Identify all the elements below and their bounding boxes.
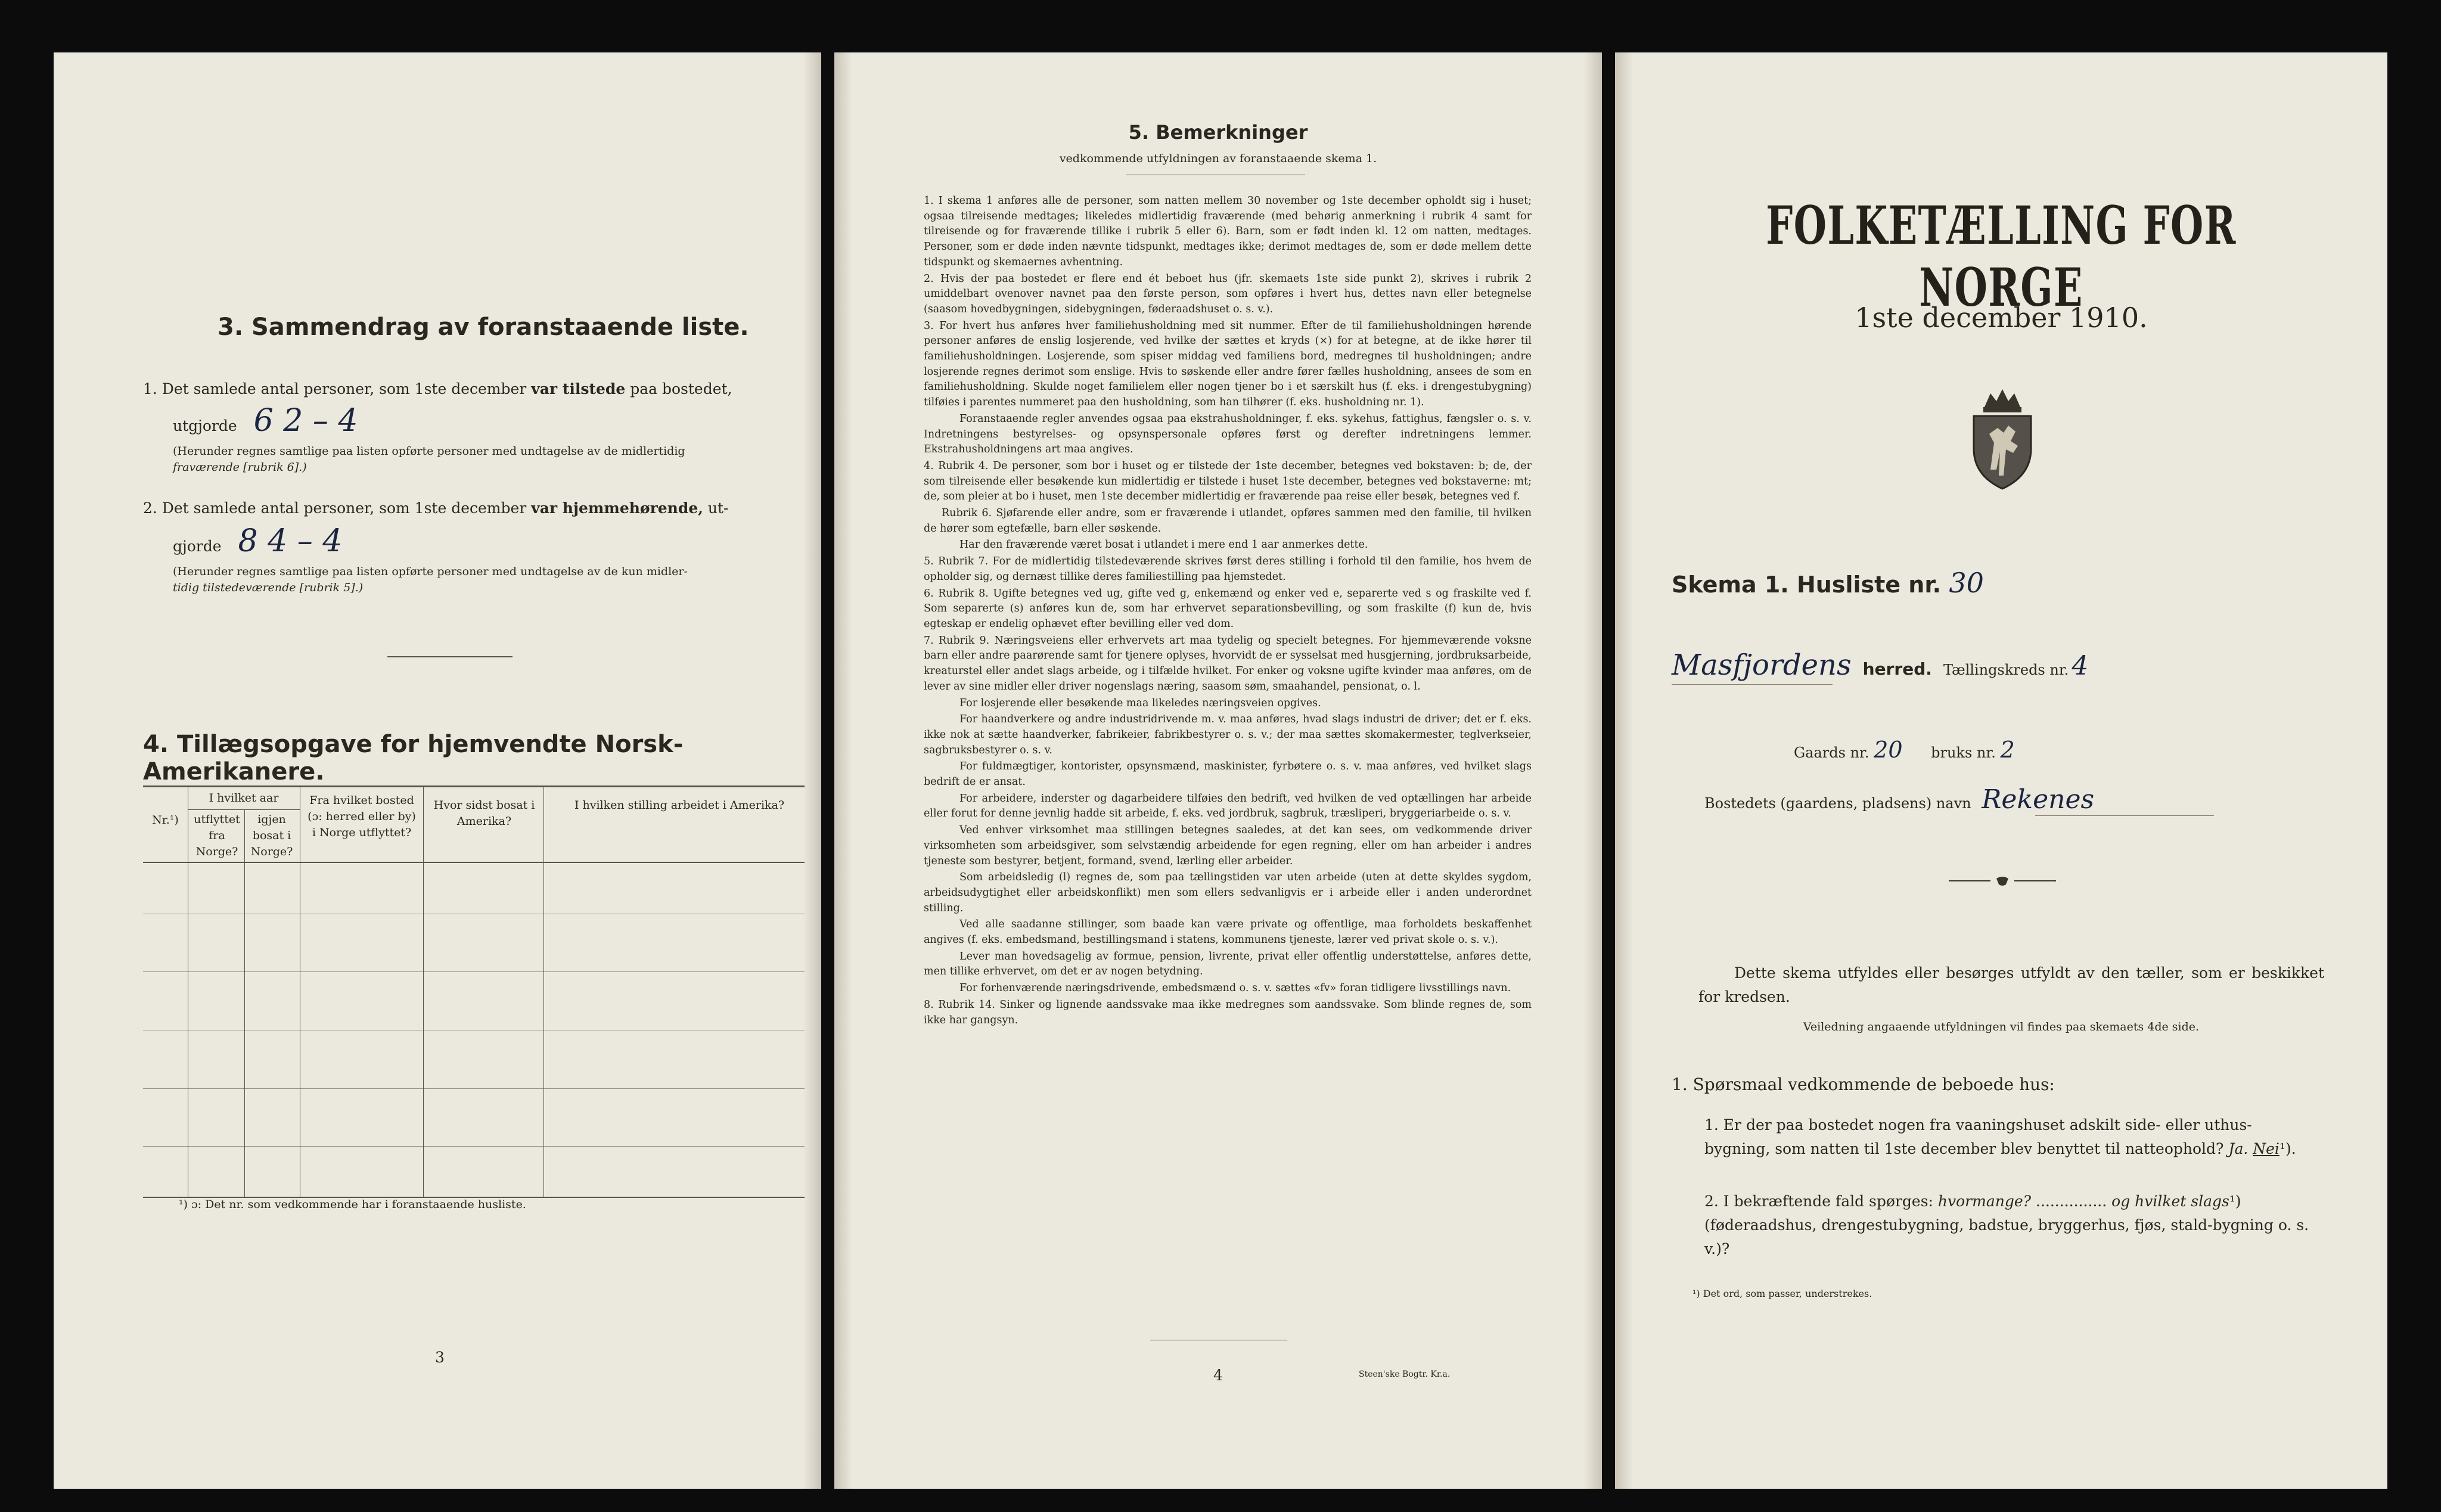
- census-date: 1ste december 1910.: [1855, 302, 2148, 334]
- herred-line: Masfjordens herred. Tællingskreds nr. 4: [1672, 648, 2089, 682]
- page-1-cover: [1615, 52, 2387, 1489]
- page-3: [54, 52, 821, 1489]
- col-emigrated: utflyttet fra Norge?: [194, 813, 240, 858]
- page-fold-shadow: [834, 52, 852, 1489]
- fill-line: [1672, 684, 1833, 685]
- remark-3: 3. For hvert hus anføres hver familiehusholdning med sit nummer. Efter de til familiehusholdningen hørende personer anføres de enslig losjerende, ved hvilke der sættes et kryds (×) for at betegne, at de ikke hører til familiehusholdningen. Losjerende, som spiser middag ved familiens bord, medregnes til husholdningen; andre losjerende regnes derimot som enslige. Hvis to søskende eller andre fører fælles husholdning, ansees de som en familiehusholdning. Skulde noget familielem eller nogen tjener bo i et særskilt hus (f. eks. i drengestubygning) tilføies i parentes nummeret paa den husholdning, som han tilhører (f. eks. husholdning nr. 1).: [924, 319, 1532, 409]
- fill-line: [2035, 815, 2214, 816]
- summary-item-1: 1. Det samlede antal personer, som 1ste december var tilstede paa bostedet,: [143, 380, 732, 398]
- col-returned: igjen bosat i Norge?: [250, 813, 293, 858]
- remarks-title: 5. Bemerkninger: [1128, 121, 1308, 144]
- remark-2: 2. Hvis der paa bostedet er flere end ét beboet hus (jfr. skemaets 1ste side punkt 2), skrives i rubrik 2 umiddelbart ovenover navnet paa den første person, som opføres i hvert hus, dettes navn eller betegnelse (saasom hovedbygningen, sidebygningen, føderaadshuset o. s. v.).: [924, 272, 1532, 315]
- remark-7-lodgers: For losjerende eller besøkende maa likeledes næringsveien opgives.: [959, 697, 1321, 709]
- question-2: 2. I bekræftende fald spørges: hvormange? ............... og hvilket slags¹) (føderaadshus, drengestubygning, badstue, bryggerhus, fjøs, stald-bygning o. s. v.)?: [1704, 1193, 2309, 1258]
- divider: [387, 656, 513, 657]
- col-nr: Nr.¹): [152, 814, 179, 827]
- page-fold-shadow: [1615, 52, 1633, 1489]
- coat-of-arms-icon: [1967, 386, 2038, 490]
- remark-7: 7. Rubrik 9. Næringsveiens eller erhvervets art maa tydelig og specielt betegnes. For hjemmeværende voksne barn eller andre paarørende samt for tjenere oplyses, hvorvidt de er sysselsat med husgjerning, jordbruksarbeide, kreaturstel eller andet slags arbeide, og i tilfælde hvilket. For enker og voksne ugifte kvinder maa anføres, om de lever av sine midler eller driver nogenslags næring, saasom søm, smaahandel, pensionat, o. l.: [924, 634, 1532, 693]
- remark-7-craftsmen: For haandverkere og andre industridrivende m. v. maa anføres, hvad slags industri de driver; det er f. eks. ikke nok at sætte haandverker, fabrikeier, fabrikbestyrer o. s. v.; der maa sættes skomakermester, teglverkseier, sagbruksbestyrer o. s. v.: [924, 713, 1532, 756]
- summary-item-2-value: gjorde 8 4 – 4: [173, 523, 343, 559]
- printer-imprint: Steen'ske Bogtr. Kr.a.: [1359, 1370, 1451, 1379]
- remarks-subtitle: vedkommende utfyldningen av foranstaaende skema 1.: [1059, 152, 1377, 165]
- resident-count-handwritten: 8 4 – 4: [238, 523, 343, 559]
- bosted-line: Bostedets (gaardens, pladsens) navn Rekenes: [1704, 784, 2095, 815]
- remark-5: 5. Rubrik 7. For de midlertidig tilstedeværende skrives først deres stilling i forhold til den familie, hos hvem de opholder sig, og dernæst tillike deres familiestilling paa hjemstedet.: [924, 555, 1532, 583]
- remark-8: 8. Rubrik 14. Sinker og lignende aandssvake maa ikke medregnes som aandssvake. Som blinde regnes de, som ikke har gangsyn.: [924, 998, 1532, 1026]
- col-where: Hvor sidst bosat i Amerika?: [433, 799, 535, 828]
- remark-1: 1. I skema 1 anføres alle de personer, som natten mellem 30 november og 1ste december opholdt sig i huset; ogsaa tilreisende medtages; likeledes midlertidig fraværende (med behørig anmerkning i rubrik 4 samt for tilreisende og for fraværende tillike i rubrik 5 eller 6). Barn, som er født inden kl. 12 om natten, medtages. Personer, som er døde inden nævnte tidspunkt, medtages ikke; derimot medtages de, som er døde mellem dette tidspunkt og skemaernes avhentning.: [924, 195, 1532, 268]
- section-3-title: 3. Sammendrag av foranstaaende liste.: [218, 313, 749, 341]
- main-title: FOLKETÆLLING FOR NORGE: [1766, 194, 2237, 318]
- gaards-line: Gaards nr. 20 bruks nr. 2: [1794, 737, 2015, 763]
- norwegian-american-table: [143, 786, 805, 1197]
- remark-7-former: For forhenværende næringsdrivende, embedsmænd o. s. v. sættes «fv» foran tidligere livsstillings navn.: [959, 982, 1511, 995]
- summary-item-2-note: (Herunder regnes samtlige paa listen opførte personer med undtagelse av de kun midler- tidig tilstedeværende [rubrik 5].): [173, 565, 688, 594]
- bruks-number-handwritten: 2: [2000, 737, 2015, 763]
- col-occupation: I hvilken stilling arbeidet i Amerika?: [574, 799, 785, 812]
- gaards-number-handwritten: 20: [1874, 737, 1903, 763]
- question-1: 1. Er der paa bostedet nogen fra vaaningshuset adskilt side- eller uthus-bygning, som natten til 1ste december blev benyttet til natteophold? Ja. Nei¹).: [1704, 1116, 2296, 1157]
- guidance-note: Veiledning angaaende utfyldningen vil findes paa skemaets 4de side.: [1803, 1020, 2200, 1033]
- page-fold-shadow: [1584, 52, 1602, 1489]
- page-number: 4: [1213, 1367, 1223, 1384]
- remark-7-means: Lever man hovedsagelig av formue, pension, livrente, privat eller offentlig understøttelse, anføres dette, men tillike erhvervet, om det er av nogen betydning.: [924, 950, 1532, 978]
- answer-nei: Nei: [2253, 1140, 2279, 1157]
- remarks-list: [924, 194, 1532, 1029]
- page-1-footnote: ¹) Det ord, som passer, understrekes.: [1692, 1288, 1872, 1299]
- page-number: 3: [435, 1349, 445, 1366]
- col-year: I hvilket aar: [209, 791, 279, 805]
- herred-handwritten: Masfjordens: [1672, 648, 1852, 682]
- ornament-divider-icon: [1949, 876, 2056, 888]
- question-heading: 1. Spørsmaal vedkommende de beboede hus:: [1672, 1075, 2055, 1094]
- remark-7-workers: For arbeidere, inderster og dagarbeidere tilføies den bedrift, ved hvilken de ved optællingen har arbeide eller forut for denne jevnlig hadde sit arbeide, f. eks. ved jordbruk, sagbruk, træsliperi, bryggeriarbeide o. s. v.: [924, 792, 1532, 820]
- remark-4-rubrik6: Rubrik 6. Sjøfarende eller andre, som er fraværende i utlandet, opføres sammen med den familie, til hvilken de hører som egtefælle, barn eller søskende.: [924, 507, 1532, 535]
- summary-item-1-value: utgjorde 6 2 – 4: [173, 403, 358, 439]
- bosted-name-handwritten: Rekenes: [1982, 784, 2095, 815]
- remark-4-abroad: Har den fraværende været bosat i utlandet i mere end 1 aar anmerkes dette.: [959, 539, 1368, 551]
- present-count-handwritten: 6 2 – 4: [253, 403, 358, 439]
- skema-line: Skema 1. Husliste nr. 30: [1672, 567, 1984, 599]
- husliste-number-handwritten: 30: [1949, 567, 1984, 599]
- remark-7-position: Ved enhver virksomhet maa stillingen betegnes saaledes, at det kan sees, om vedkommende driver virksomheten som arbeidsgiver, som selvstændig arbeidende for egen regning, eller om han arbeider i andres tjeneste som bestyrer, betjent, formand, svend, lærling eller arbeider.: [924, 824, 1532, 867]
- remark-3-cont: Foranstaaende regler anvendes ogsaa paa ekstrahusholdninger, f. eks. sykehus, fattighus, fængsler o. s. v. Indretningens bestyrelses- og opsynspersonale opføres først og derefter indretningens lemmer. Ekstrahusholdningens art maa angives.: [924, 412, 1532, 456]
- table-footnote: ¹) ɔ: Det nr. som vedkommende har i foranstaaende husliste.: [179, 1198, 526, 1211]
- remark-7-clerks: For fuldmægtiger, kontorister, opsynsmænd, maskinister, fyrbøtere o. s. v. maa anføres, ved hvilket slags bedrift de er ansat.: [924, 760, 1532, 788]
- remark-7-public: Ved alle saadanne stillinger, som baade kan være private og offentlige, maa forholdets beskaffenhet angives (f. eks. embedsmand, bestillingsmand i statens, kommunens tjeneste, lærer ved privat skole o. s. v.).: [924, 918, 1532, 946]
- remark-4: 4. Rubrik 4. De personer, som bor i huset og er tilstede der 1ste december, betegnes ved bokstaven: b; de, der som tilreisende eller besøkende kun midlertidig er tilstede i huset 1ste december, betegnes ved bokstaverne: mt; de, som pleier at bo i huset, men 1ste december midlertidig er fraværende paa reise eller besøk, betegnes ved f.: [924, 460, 1532, 503]
- kreds-number-handwritten: 4: [2072, 651, 2089, 681]
- remark-7-unemployed: Som arbeidsledig (l) regnes de, som paa tællingstiden var uten arbeide (uten at dette skyldes sygdom, arbeidsudygtighet eller arbeidskonflikt) men som ellers sedvanligvis er i arbeide eller i anden underordnet stilling.: [924, 871, 1532, 914]
- remark-6: 6. Rubrik 8. Ugifte betegnes ved ug, gifte ved g, enkemænd og enker ved e, separerte ved s og fraskilte ved f. Som separerte (s) anføres kun de, som har erhvervet separationsbevilling, og som fraskilte (f) kun de, hvis egteskap er endelig ophævet efter bevilling eller ved dom.: [924, 587, 1532, 630]
- summary-item-2: 2. Det samlede antal personer, som 1ste december var hjemmehørende, ut-: [143, 499, 729, 517]
- page-4: [834, 52, 1602, 1489]
- section-4-title: 4. Tillægsopgave for hjemvendte Norsk-Amerikanere.: [143, 731, 684, 786]
- col-from: Fra hvilket bosted (ɔ: herred eller by) i Norge utflyttet?: [308, 794, 416, 839]
- summary-item-1-note: (Herunder regnes samtlige paa listen opførte personer med undtagelse av de midlertidig fraværende [rubrik 6].): [173, 445, 685, 474]
- fill-instructions: Dette skema utfyldes eller besørges utfyldt av den tæller, som er beskikket for kredsen.: [1698, 964, 2324, 1005]
